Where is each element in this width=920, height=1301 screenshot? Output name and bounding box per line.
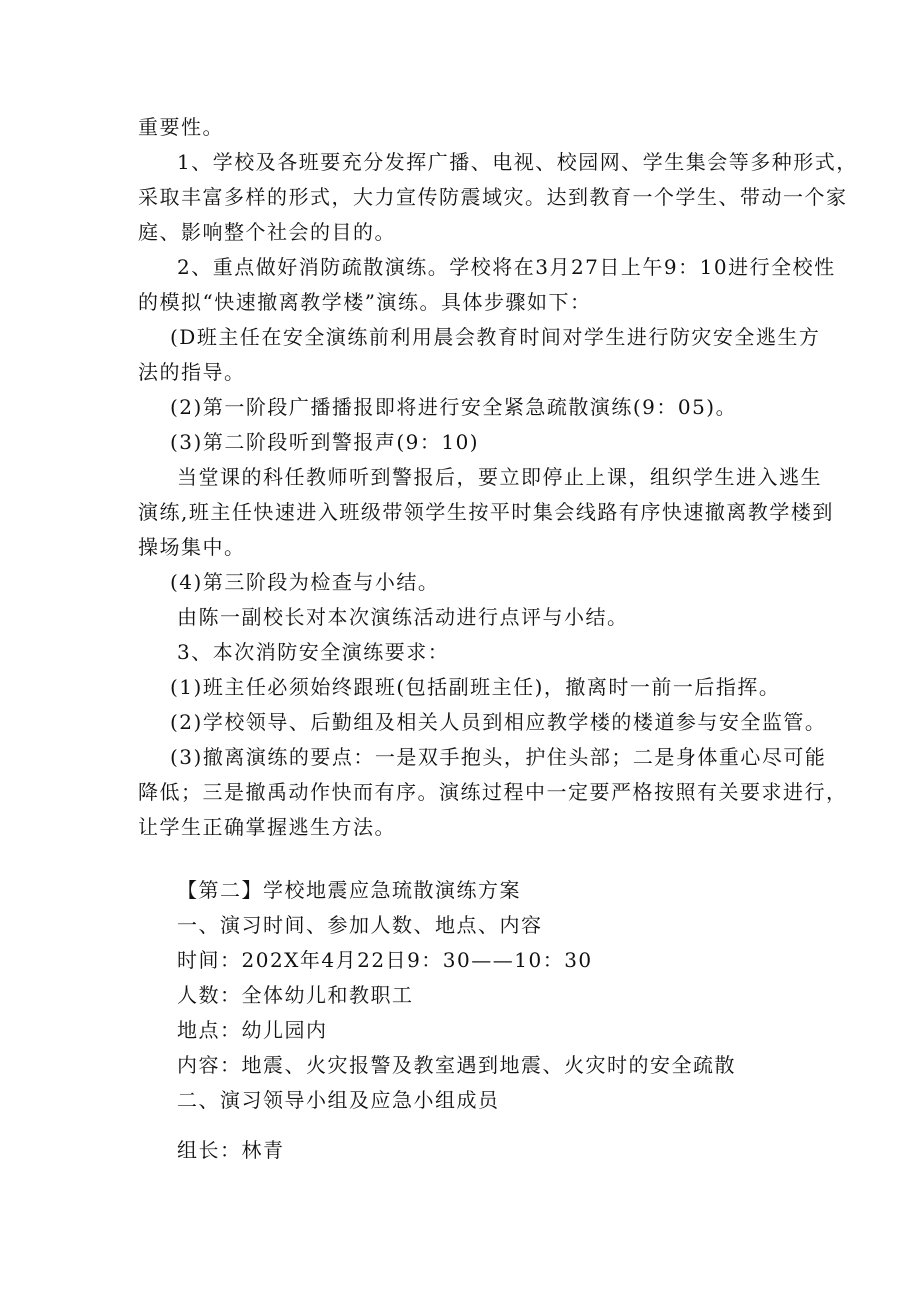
text-line: 降低；三是撤禹动作快而有序。演练过程中一定要严格按照有关要求进行， <box>138 780 848 804</box>
text-line: 时间：202X年4月22日9：30——10：30 <box>177 948 593 972</box>
text-line: 内容：地震、火灾报警及教室遇到地震、火灾时的安全疏散 <box>177 1053 736 1077</box>
section-heading: 【第二】学校地震应急琉散演练方案 <box>177 878 521 902</box>
text-line: (3)撤离演练的要点：一是双手抱头，护住头部；二是身体重心尽可能 <box>170 745 827 769</box>
text-line: (4)第三阶段为检查与小结。 <box>170 570 440 594</box>
text-line: 由陈一副校长对本次演练活动进行点评与小结。 <box>177 605 629 629</box>
text-line: 当堂课的科任教师听到警报后，要立即停止上课，组织学生进入逃生 <box>177 465 822 489</box>
text-line: 操场集中。 <box>138 535 246 559</box>
text-line: 1、学校及各班要充分发挥广播、电视、校园网、学生集会等多种形式， <box>177 150 858 174</box>
text-line: (3)第二阶段听到警报声(9：10) <box>170 430 480 454</box>
text-line: (2)第一阶段广播播报即将进行安全紧急疏散演练(9：05)。 <box>170 395 738 419</box>
text-line: 二、演习领导小组及应急小组成员 <box>177 1088 500 1112</box>
text-line: 重要性。 <box>138 115 224 139</box>
text-line: 3、本次消防安全演练要求： <box>177 640 450 664</box>
text-line: 一、演习时间、参加人数、地点、内容 <box>177 913 543 937</box>
text-line: (1)班主任必须始终跟班(包括副班主任)，撤离时一前一后指挥。 <box>170 675 781 699</box>
text-line: 的模拟“快速撤离教学楼”演练。具体步骤如下： <box>138 290 592 314</box>
text-line: 让学生正确掌握逃生方法。 <box>138 815 396 839</box>
text-line: (2)学校领导、后勤组及相关人员到相应教学楼的楼道参与安全监管。 <box>170 710 827 734</box>
text-line: 人数：全体幼儿和教职工 <box>177 983 414 1007</box>
text-line: 演练,班主任快速进入班级带领学生按平时集会线路有序快速撤离教学楼到 <box>138 500 834 524</box>
text-line: 组长：林青 <box>177 1138 285 1162</box>
text-line: 地点：幼儿园内 <box>177 1018 328 1042</box>
text-line: 采取丰富多样的形式，大力宣传防震域灾。达到教育一个学生、带动一个家 <box>138 185 848 209</box>
text-line: 法的指导。 <box>138 360 246 384</box>
text-line: 庭、影响整个社会的目的。 <box>138 220 396 244</box>
text-line: 2、重点做好消防疏散演练。学校将在3月27日上午9：10进行全校性 <box>177 255 836 279</box>
text-line: (D班主任在安全演练前利用晨会教育时间对学生进行防灾安全逃生方 <box>170 325 821 349</box>
